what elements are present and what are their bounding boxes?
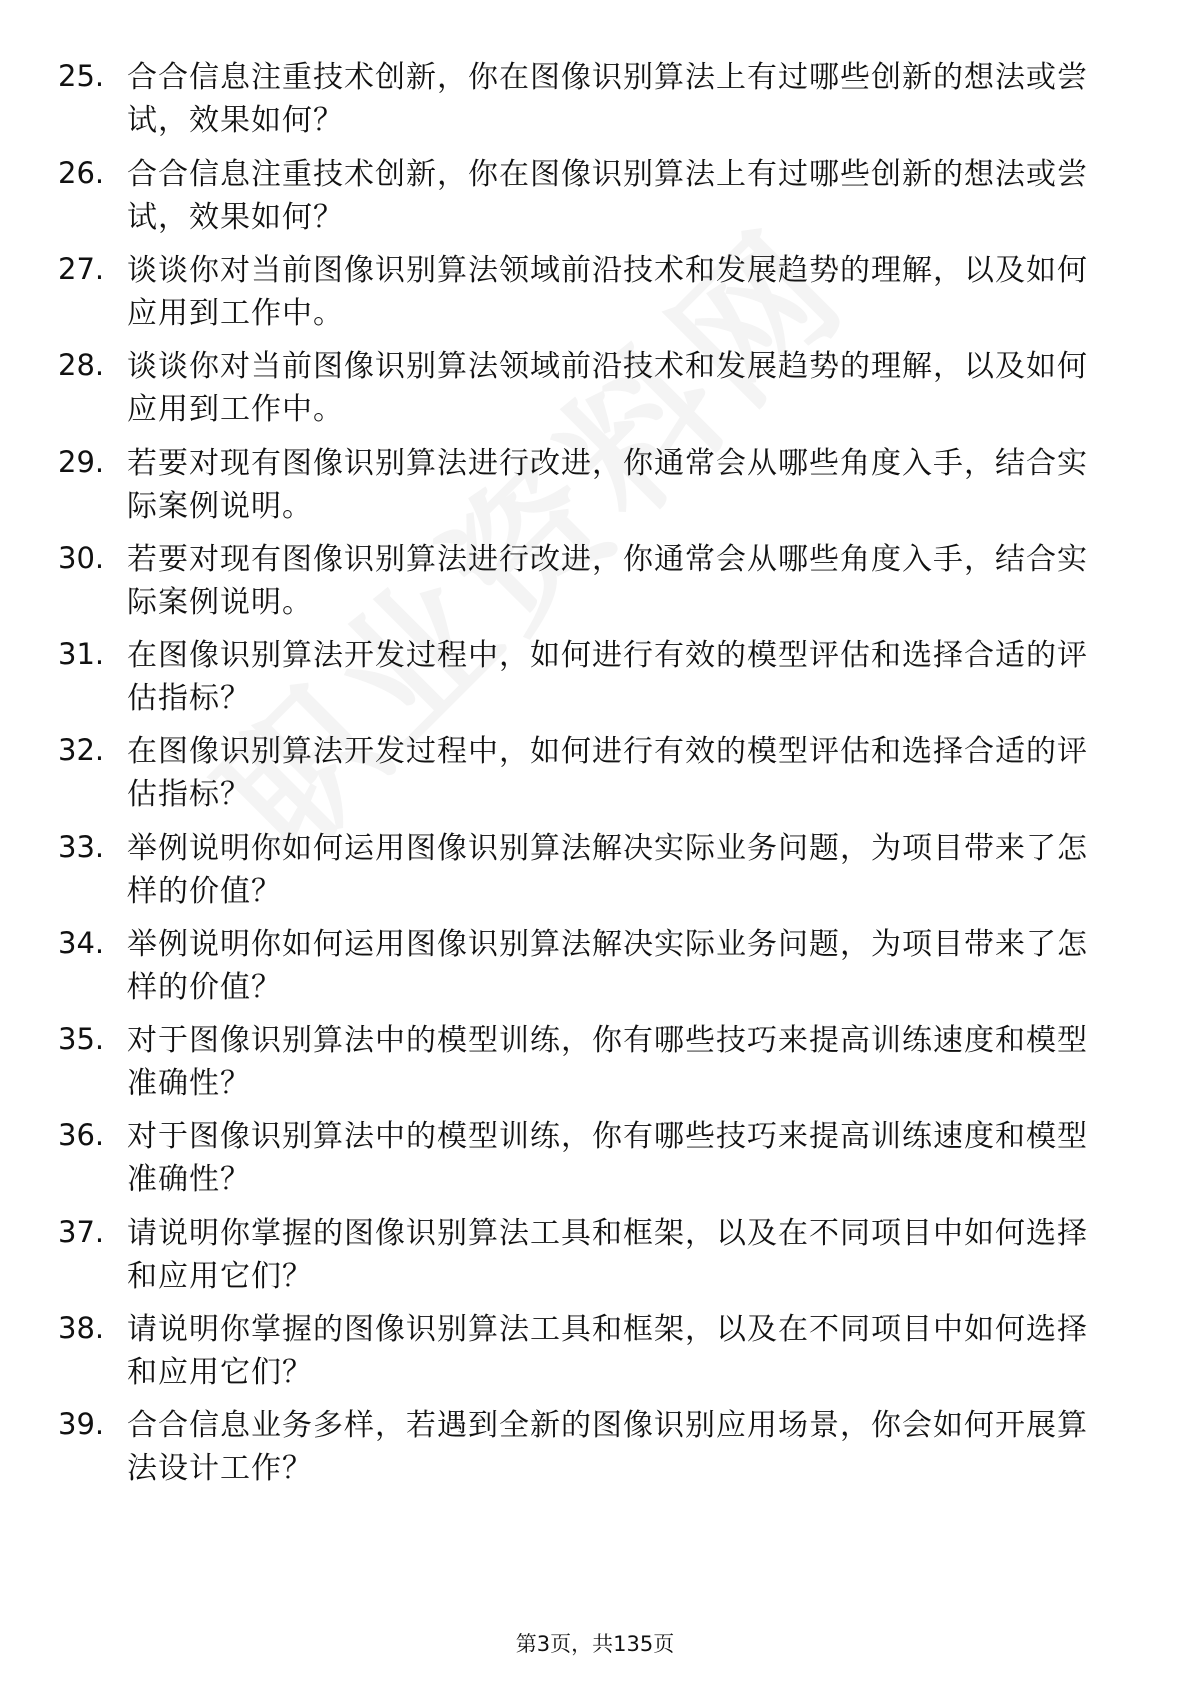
question-item [0, 442, 1190, 532]
question-text: 谈谈你对当前图像识别算法领域前沿技术和发展趋势的理解，以及如何应用到工作中。 [127, 349, 1088, 427]
question-item [0, 1212, 1190, 1302]
question-text: 对于图像识别算法中的模型训练，你有哪些技巧来提高训练速度和模型准确性？ [127, 1023, 1088, 1101]
question-text: 若要对现有图像识别算法进行改进，你通常会从哪些角度入手，结合实际案例说明。 [127, 542, 1088, 620]
question-number: 29. [58, 445, 105, 479]
question-item [0, 730, 1190, 820]
question-number: 30. [58, 541, 105, 575]
question-item [0, 634, 1190, 724]
question-text: 在图像识别算法开发过程中，如何进行有效的模型评估和选择合适的评估指标？ [127, 734, 1088, 812]
page-number-label: 第3页，共135页 [515, 1632, 675, 1656]
question-text: 若要对现有图像识别算法进行改进，你通常会从哪些角度入手，结合实际案例说明。 [127, 446, 1088, 524]
question-item [0, 1308, 1190, 1398]
question-item [0, 1404, 1190, 1494]
question-text: 合合信息注重技术创新，你在图像识别算法上有过哪些创新的想法或尝试，效果如何？ [127, 157, 1088, 235]
question-text: 请说明你掌握的图像识别算法工具和框架，以及在不同项目中如何选择和应用它们？ [127, 1312, 1088, 1390]
question-number: 37. [58, 1215, 105, 1249]
question-text: 请说明你掌握的图像识别算法工具和框架，以及在不同项目中如何选择和应用它们？ [127, 1216, 1088, 1294]
question-number: 33. [58, 830, 105, 864]
question-item [0, 1115, 1190, 1205]
question-item [0, 56, 1190, 146]
question-text: 在图像识别算法开发过程中，如何进行有效的模型评估和选择合适的评估指标？ [127, 638, 1088, 716]
question-item [0, 538, 1190, 628]
question-number: 32. [58, 733, 105, 767]
question-item [0, 345, 1190, 435]
question-text: 合合信息注重技术创新，你在图像识别算法上有过哪些创新的想法或尝试，效果如何？ [127, 60, 1088, 138]
question-number: 34. [58, 926, 105, 960]
question-number: 27. [58, 252, 105, 286]
question-text: 合合信息业务多样，若遇到全新的图像识别应用场景，你会如何开展算法设计工作？ [127, 1408, 1088, 1486]
question-number: 31. [58, 637, 105, 671]
question-number: 26. [58, 156, 105, 190]
question-text: 举例说明你如何运用图像识别算法解决实际业务问题，为项目带来了怎样的价值？ [127, 831, 1088, 909]
question-number: 39. [58, 1407, 105, 1441]
question-number: 28. [58, 348, 105, 382]
question-text: 谈谈你对当前图像识别算法领域前沿技术和发展趋势的理解，以及如何应用到工作中。 [127, 253, 1088, 331]
question-number: 36. [58, 1118, 105, 1152]
question-number: 38. [58, 1311, 105, 1345]
question-item [0, 827, 1190, 917]
question-text: 举例说明你如何运用图像识别算法解决实际业务问题，为项目带来了怎样的价值？ [127, 927, 1088, 1005]
page-footer [0, 1628, 1190, 1658]
question-number: 25. [58, 59, 105, 93]
question-item [0, 1019, 1190, 1109]
question-number: 35. [58, 1022, 105, 1056]
question-item [0, 249, 1190, 339]
question-item [0, 153, 1190, 243]
question-text: 对于图像识别算法中的模型训练，你有哪些技巧来提高训练速度和模型准确性？ [127, 1119, 1088, 1197]
question-item [0, 923, 1190, 1013]
